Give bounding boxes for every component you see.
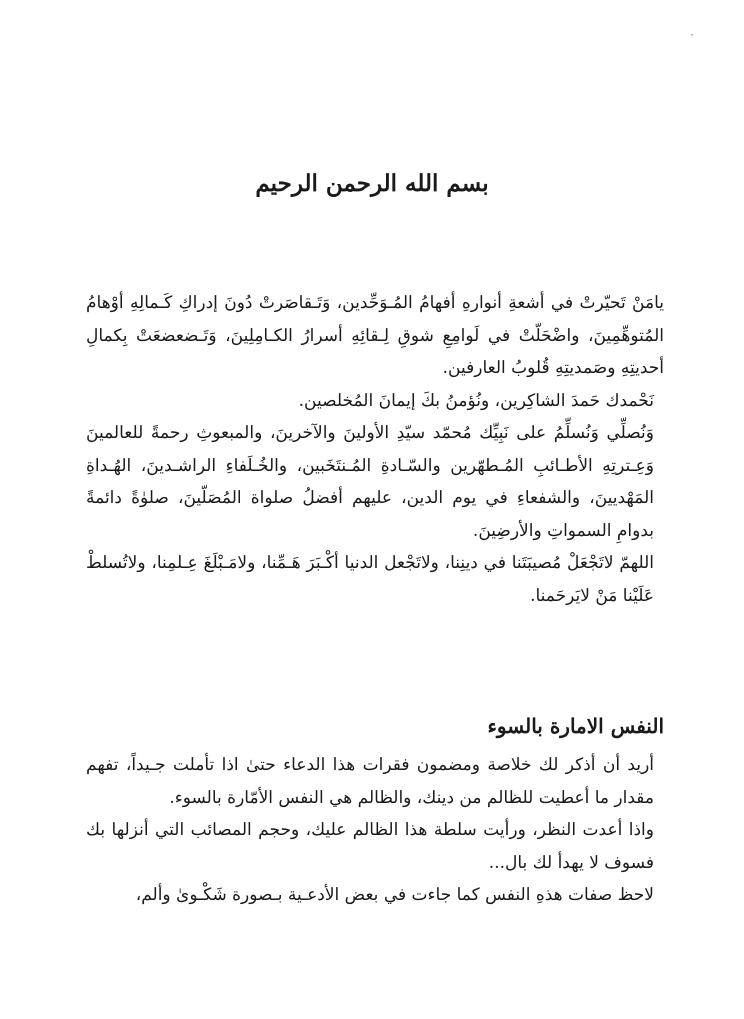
invocation-paragraph-4: اللهمّ لاتَجْعَلْ مُصيبَتَنا في دينِنا، ولاتَجْعل الدنيا أكْـبَرَ هَـمِّنا، ولامَـبْلَغَ عِـلمِنا، ولاتُسلطْ عَلَيْنا مَنْ لايَرحَمنا.: [86, 553, 654, 606]
invocation-paragraph-1: يامَنْ تَحيّرتْ في أشعةِ أنوارهِ أفهامُ المُـوَحِّدين، وَتَـقاصَرتْ دُونَ إدراكِ كَـمالِهِ أوْهامُ المُتوهِّمِينَ، واضْحَلّتْ في لَوامِعِ شوقِ لِـقائِهِ أسرارُ الكـامِلِينَ، وَتَـضعضعَتْ بِكمالِ أحديتِهِ وصَمديتِهِ قُلوبُ العارفين.: [86, 293, 664, 378]
basmala-heading: بسم الله الرحمن الرحيم: [255, 170, 489, 197]
invocation-paragraph-3: وَنُصلِّي وَنُسلِّمُ على نَبِيِّك مُحمّد سيّدِ الأولينَ والآخرينَ، والمبعوثِ رحمةً للعالمينَ وَعِـترتِهِ الأطـائبِ المُـطهّرين والسّـادةِ المُـنتَخَبين، والخُـلَفاءِ الراشـدينَ، الهُـداةِ المَهْديينَ، والشفعاءِ في يوم الدين، عليهم أفضلُ صلواة المُصَلّينَ، صلوٰةً دائمةً بدوامِ السمواتِ والأرضِينَ.: [86, 423, 654, 541]
invocation-block: [86, 287, 664, 612]
section-paragraph-3: لاحظ صفات هذهِ النفس كما جاءت في بعض الأدعـية بـصورة شَكْـوىٰ وألم،: [135, 885, 654, 905]
section-block: [86, 709, 664, 912]
page-mark: ·: [690, 28, 694, 42]
section-paragraph-2: واذا أعدت النظر، ورأيت سلطة هذا الظالم عليك، وحجم المصائب التي أنزلها بك فسوف لا يهدأ لك بال...: [86, 820, 654, 873]
section-paragraph-1: أريد أن أذكر لك خلاصة ومضمون فقرات هذا الدعاء حتىٰ اذا تأملت جـيداً، تفهم مقدار ما أعطيت للظالم من دينك، والظالم هي النفس الأمّارة بالسوء.: [86, 755, 654, 808]
invocation-paragraph-2: نَحْمدك حَمدَ الشاكِرين، ونُؤمنُ بكَ إيمانَ المُخلصين.: [298, 390, 654, 411]
section-heading: النفس الامارة بالسوء: [487, 714, 664, 738]
